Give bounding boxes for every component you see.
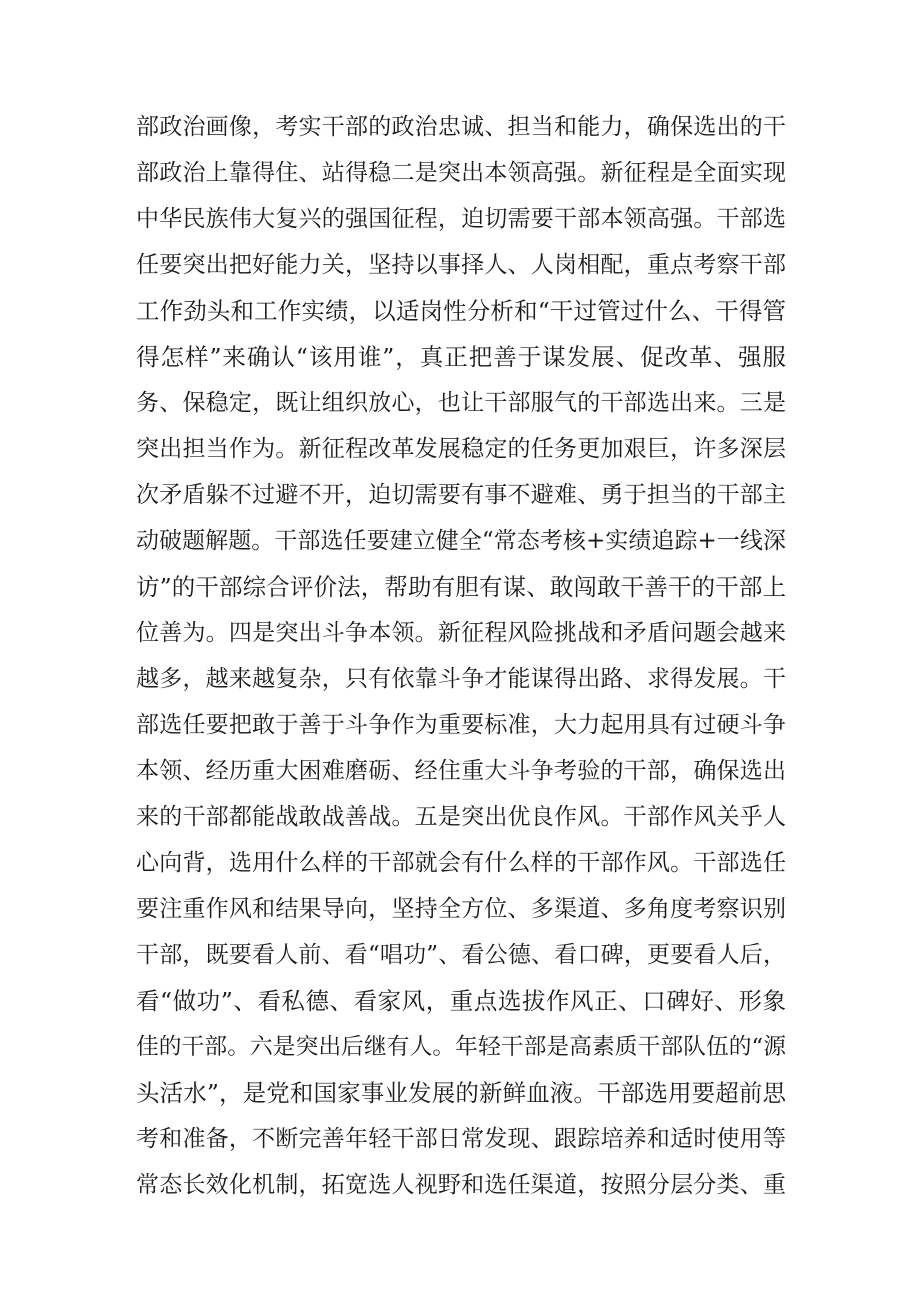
text-line-1: 部政治画像，考实干部的政治忠诚、担当和能力，确保选出的干	[136, 114, 786, 140]
text-line-17: 心向背，选用什么样的干部就会有什么样的干部作风。干部选任	[136, 850, 786, 876]
text-line-4: 任要突出把好能力关，坚持以事择人、人岗相配，重点考察干部	[136, 252, 786, 278]
body-paragraph	[136, 104, 786, 1208]
text-line-8: 突出担当作为。新征程改革发展稳定的任务更加艰巨，许多深层	[136, 436, 786, 462]
text-line-7: 务、保稳定，既让组织放心，也让干部服气的干部选出来。三是	[136, 390, 786, 416]
text-line-3: 中华民族伟大复兴的强国征程，迫切需要干部本领高强。干部选	[136, 206, 786, 232]
text-line-18: 要注重作风和结果导向，坚持全方位、多渠道、多角度考察识别	[136, 896, 786, 922]
text-line-15: 本领、经历重大困难磨砺、经住重大斗争考验的干部，确保选出	[136, 758, 786, 784]
text-line-23: 考和准备，不断完善年轻干部日常发现、跟踪培养和适时使用等	[136, 1126, 786, 1152]
text-line-24: 常态长效化机制，拓宽选人视野和选任渠道，按照分层分类、重	[136, 1172, 786, 1198]
text-line-16: 来的干部都能战敢战善战。五是突出优良作风。干部作风关乎人	[136, 804, 786, 830]
text-line-12: 位善为。四是突出斗争本领。新征程风险挑战和矛盾问题会越来	[136, 620, 786, 646]
text-line-14: 部选任要把敢于善于斗争作为重要标准，大力起用具有过硬斗争	[136, 712, 786, 738]
text-line-21: 佳的干部。六是突出后继有人。年轻干部是高素质干部队伍的“源	[136, 1034, 786, 1060]
text-line-20: 看“做功”、看私德、看家风，重点选拔作风正、口碑好、形象	[136, 987, 786, 1015]
text-line-13: 越多，越来越复杂，只有依靠斗争才能谋得出路、求得发展。干	[136, 666, 786, 692]
text-line-10: 动破题解题。干部选任要建立健全“常态考核+实绩追踪+一线深	[136, 528, 786, 554]
text-line-6: 得怎样”来确认“该用谁”，真正把善于谋发展、促改革、强服	[136, 343, 786, 371]
text-line-2: 部政治上靠得住、站得稳二是突出本领高强。新征程是全面实现	[136, 160, 786, 186]
text-line-5: 工作劲头和工作实绩，以适岗性分析和“干过管过什么、干得管	[136, 297, 786, 325]
text-line-11: 访”的干部综合评价法，帮助有胆有谋、敢闯敢干善干的干部上	[136, 573, 786, 601]
text-line-9: 次矛盾躲不过避不开，迫切需要有事不避难、勇于担当的干部主	[136, 482, 786, 508]
text-line-22: 头活水”，是党和国家事业发展的新鲜血液。干部选用要超前思	[136, 1079, 786, 1107]
text-line-19: 干部，既要看人前、看“唱功”、看公德、看口碑，更要看人后，	[136, 942, 786, 968]
